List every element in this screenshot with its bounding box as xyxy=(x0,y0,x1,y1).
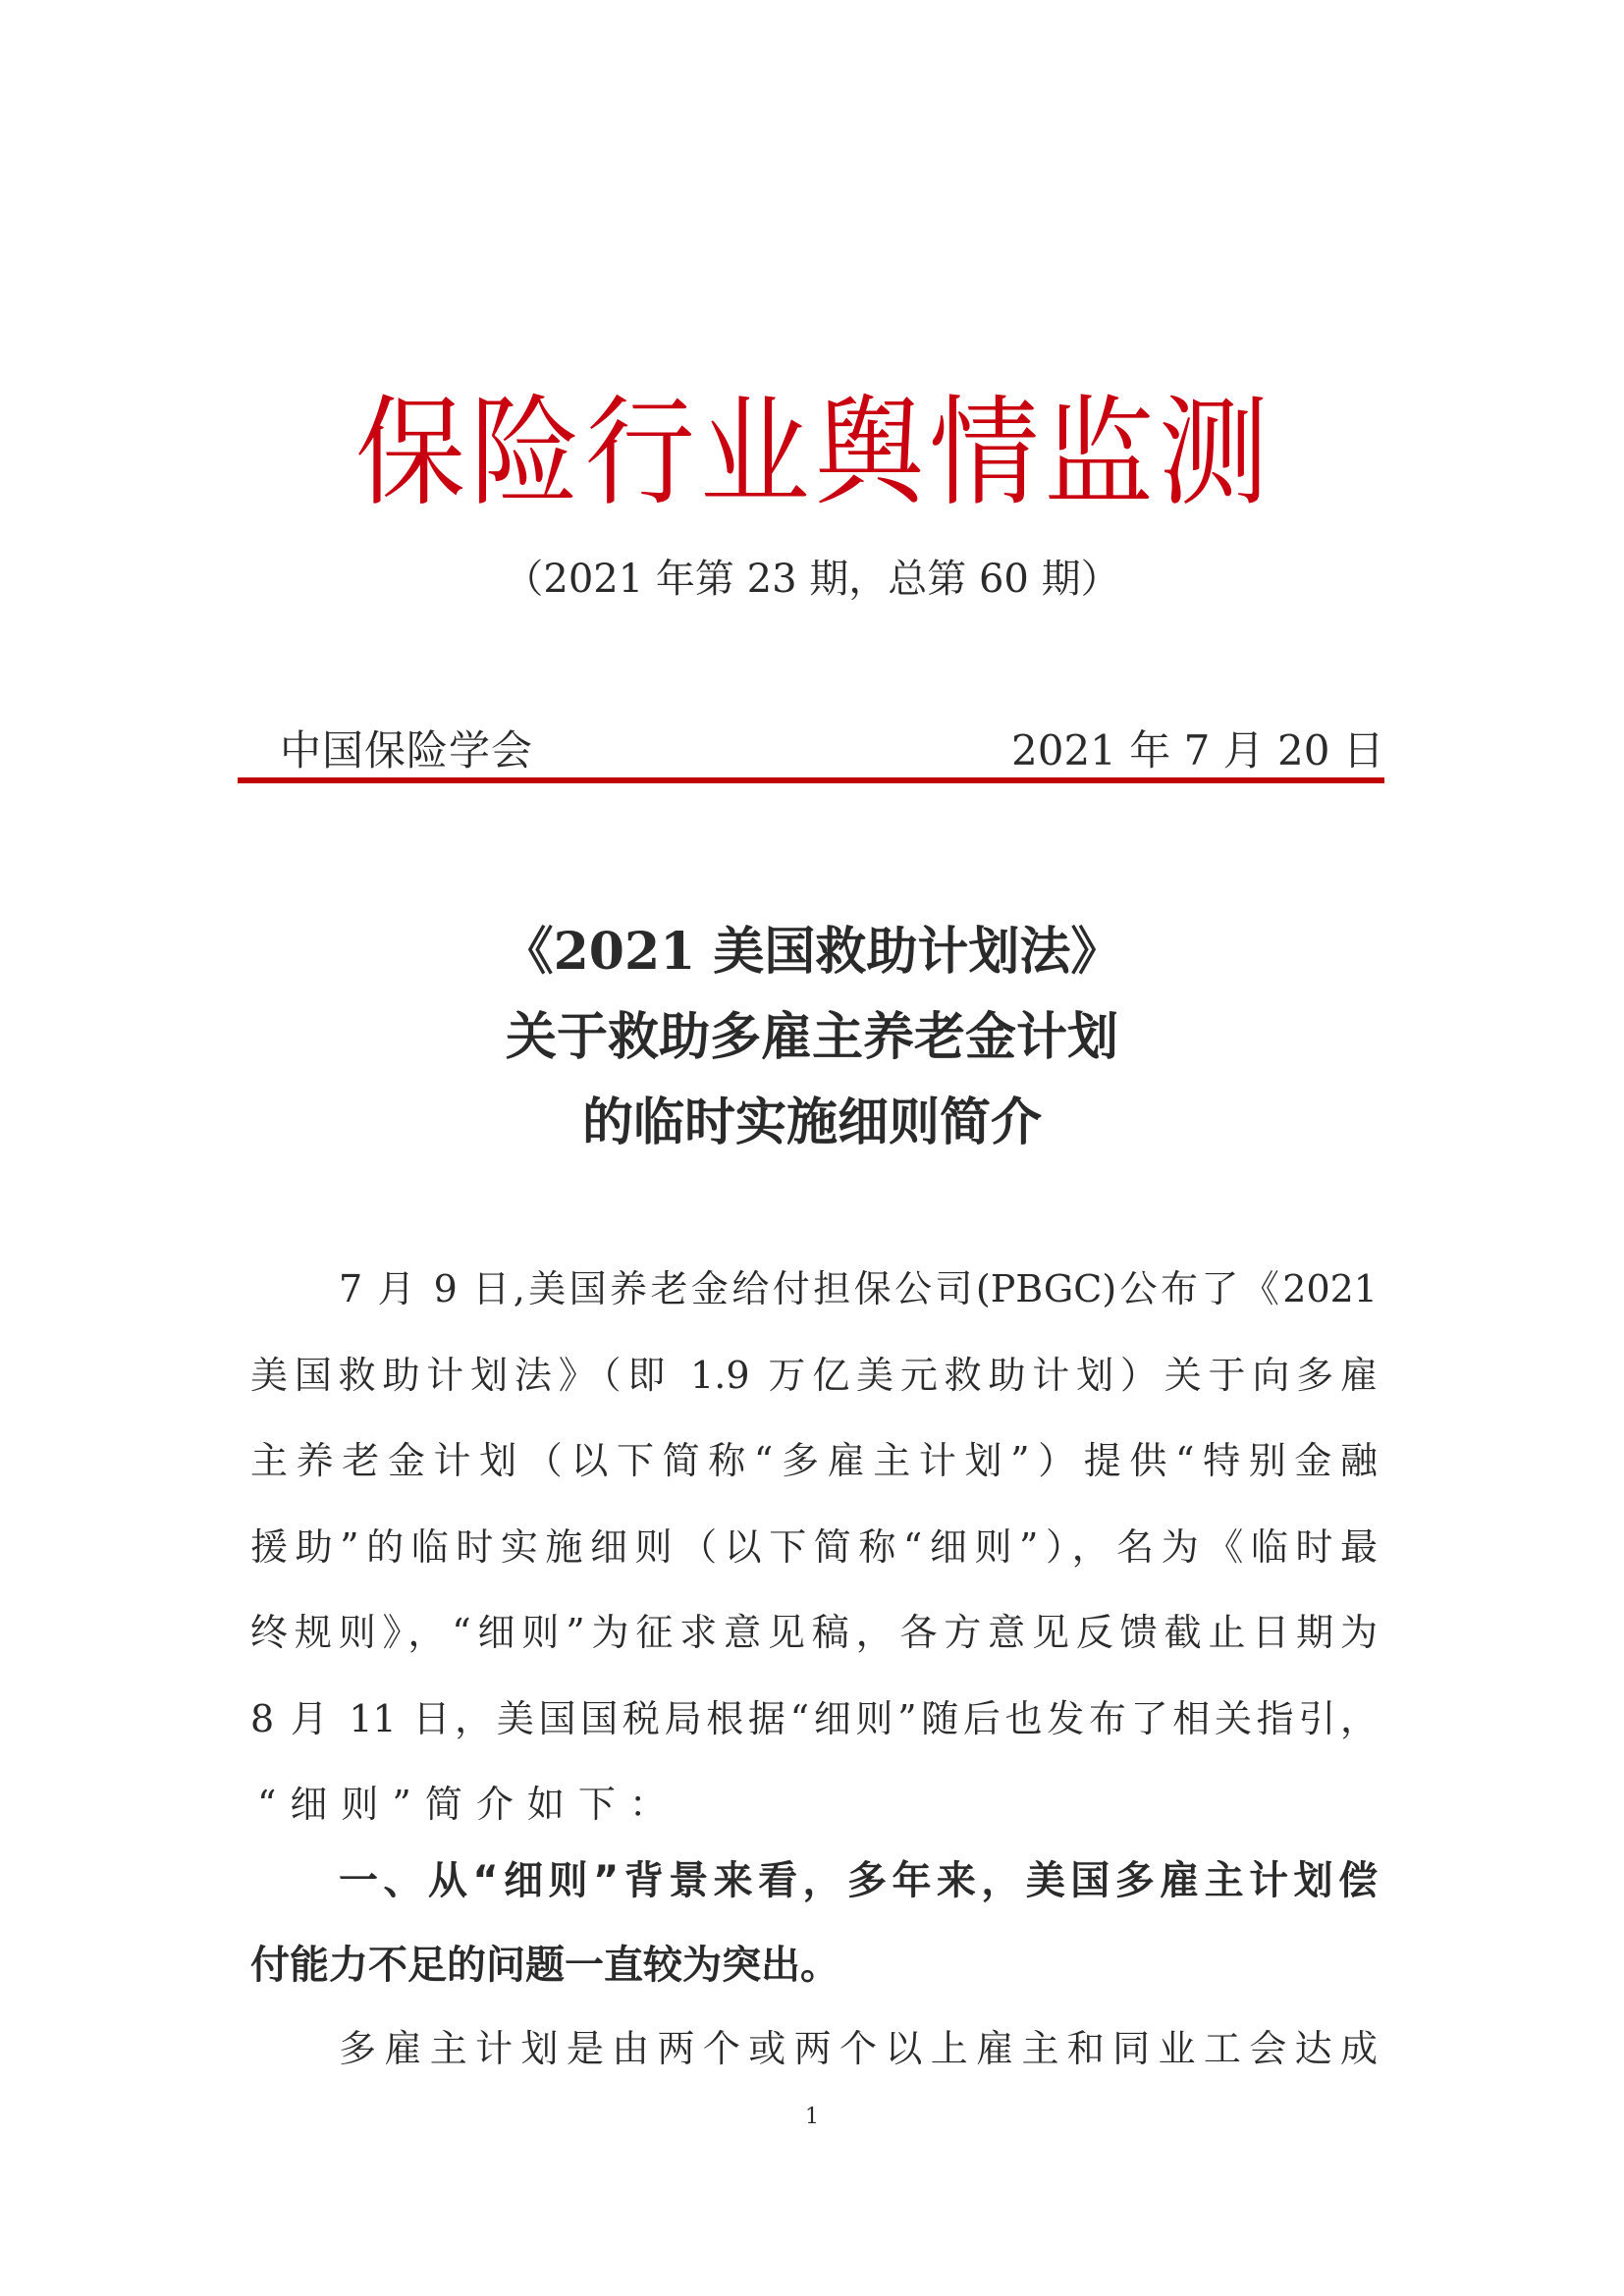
paragraph-line: 终规则》，“细则”为征求意见稿，各方意见反馈截止日期为 xyxy=(250,1611,1378,1654)
paragraph-line: 7 月 9 日,美国养老金给付担保公司(PBGC)公布了《2021 xyxy=(339,1267,1378,1310)
heading-line: 付能力不足的问题一直较为突出。 xyxy=(250,1943,839,1988)
paragraph-line: 多雇主计划是由两个或两个以上雇主和同业工会达成 xyxy=(339,2027,1378,2070)
paragraph-line: 8 月 11 日，美国国税局根据“细则”随后也发布了相关指引， xyxy=(250,1697,1378,1740)
paragraph-line: 援助”的临时实施细则（以下简称“细则”），名为《临时最 xyxy=(250,1525,1378,1569)
publication-date: 2021 年 7 月 20 日 xyxy=(1011,726,1384,774)
heading-line: 一、从“细则”背景来看，多年来，美国多雇主计划偿 xyxy=(339,1858,1378,1903)
article-title-line-2: 关于救助多雇主养老金计划 xyxy=(505,1008,1118,1067)
issue-number: （2021 年第 23 期，总第 60 期） xyxy=(504,557,1120,602)
publisher-organization: 中国保险学会 xyxy=(280,726,534,774)
article-title-line-1: 《2021 美国救助计划法》 xyxy=(502,922,1122,982)
red-divider-rule xyxy=(238,777,1384,783)
paragraph-line: 美国救助计划法》（即 1.9 万亿美元救助计划）关于向多雇 xyxy=(250,1354,1378,1397)
masthead-title: 保险行业舆情监测 xyxy=(355,385,1269,523)
page-number: 1 xyxy=(805,2105,819,2129)
paragraph-line: 主养老金计划（以下简称“多雇主计划”）提供“特别金融 xyxy=(250,1439,1378,1482)
paragraph-line: “细则”简介如下： xyxy=(257,1783,680,1826)
article-title-line-3: 的临时实施细则简介 xyxy=(581,1094,1042,1152)
